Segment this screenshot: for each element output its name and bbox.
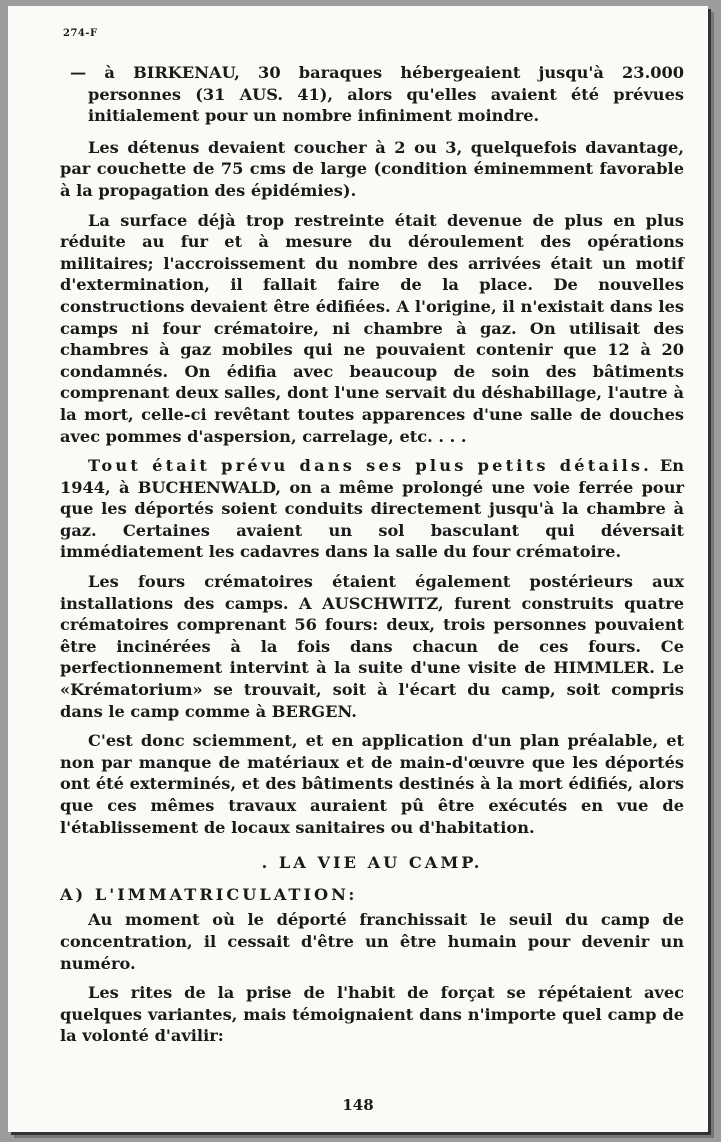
paragraph-surface: La surface déjà trop restreinte était devenue de plus en plus réduite au fur et à mesure du déroulement des opérations militaires; l'accroissement du nombre des arrivées était un motif d'extermination, il fallait faire de la place. De nouvelles constructions devaient être édifiées. A l'origine, il n'existait dans les camps ni four crématoire, ni chambre à gaz. On utilisait des chambres à gaz mobiles qui ne pouvaient contenir que 12 à 20 condamnés. On édifia avec beaucoup de soin des bâtiments comprenant deux salles, dont l'une servait du déshabillage, l'autre à la mort, celle-ci revêtant toutes apparences d'une salle de douches avec pommes d'aspersion, carrelage, etc. . . . [60,210,684,446]
paragraph-rites: Les rites de la prise de l'habit de forçat se répétaient avec quelques variantes, mais témoignaient dans n'importe quel camp de la volonté d'avilir: [60,983,684,1046]
birkenau-list-item: — à BIRKENAU, 30 baraques hébergeaient jusqu'à 23.000 personnes (31 AUS. 41), alors qu'elles avaient été prévues initialement pour un nombre infiniment moindre. [70,63,684,126]
subsection-title: A) L'IMMATRICULATION: [60,884,358,904]
paragraph-detenus: Les détenus devaient coucher à 2 ou 3, quelquefois davantage, par couchette de 75 cms de large (condition éminemment favorable à la propagation des épidémies). [60,137,684,200]
paragraph-sciemment: C'est donc sciemment, et en application d'un plan préalable, et non par manque de matériaux et de main-d'œuvre que les déportés ont été exterminés, et des bâtiments destinés à la mort édifiés, alors que ces mêmes travaux auraient pû être exécutés en vue de l'établissement de locaux sanitaires ou d'habitation. [60,731,684,837]
spaced-emphasis: Tout était prévu dans ses plus petits détails. [88,456,652,476]
page-number: 148 [342,1096,374,1114]
folio-reference: 274-F [63,28,98,39]
paragraph-fours: Les fours crématoires étaient également postérieurs aux installations des camps. A AUSCHWITZ, furent construits quatre crématoires comprenant 56 fours: deux, trois personnes pouvaient être incinérées à la fois dans chacun de ces fours. Ce perfectionnement intervint à la suite d'une visite de HIMMLER. Le «Krématorium» se trouvait, soit à l'écart du camp, soit compris dans le camp comme à BERGEN. [60,572,684,721]
paragraph-moment: Au moment où le déporté franchissait le seuil du camp de concentration, il cessait d'être un être humain pour devenir un numéro. [60,910,684,973]
paragraph-tout-rest: En 1944, à BUCHENWALD, on a même prolongé une voie ferrée pour que les déportés soient conduits directement jusqu'à la chambre à gaz. Certaines avaient un sol basculant qui déversait immédiatement les cadavres dans la salle du four crématoire. [60,456,684,562]
section-title: . LA VIE AU CAMP. [261,853,483,873]
page-body [60,62,684,1055]
document-page [8,6,708,1132]
paragraph-tout-etait-prevu [60,455,684,563]
